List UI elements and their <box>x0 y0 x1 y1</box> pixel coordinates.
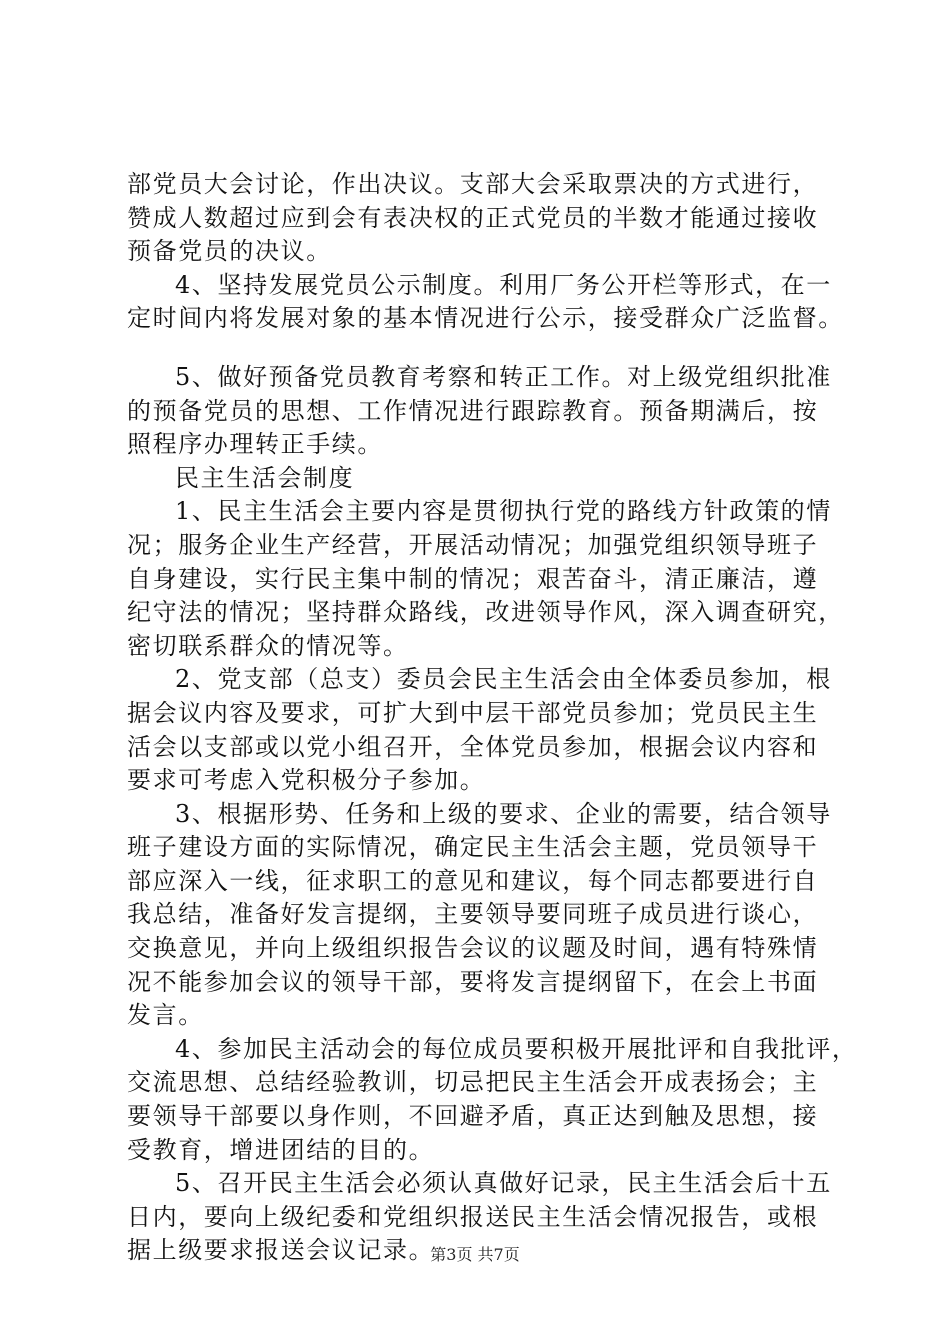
text-line: 受教育，增进团结的目的。 <box>127 1135 435 1164</box>
text-line: 赞成人数超过应到会有表决权的正式党员的半数才能通过接收 <box>127 203 819 232</box>
text-line: 照程序办理转正手续。 <box>127 430 383 459</box>
document-body <box>127 168 858 1268</box>
paragraph <box>127 798 839 1033</box>
paragraph <box>127 269 844 336</box>
text-line: 我总结，准备好发言提纲，主要领导要同班子成员进行谈心， <box>127 900 819 929</box>
text-line: 部应深入一线，征求职工的意见和建议，每个同志都要进行自 <box>127 866 819 895</box>
text-line: 密切联系群众的情况等。 <box>127 631 409 660</box>
paragraph <box>127 663 839 797</box>
text-line: 预备党员的决议。 <box>127 237 332 266</box>
text-line: 2、党支部（总支）委员会民主生活会由全体委员参加，根 <box>175 665 832 694</box>
text-line: 部党员大会讨论，作出决议。支部大会采取票决的方式进行， <box>127 170 819 198</box>
text-line: 据会议内容及要求，可扩大到中层干部党员参加；党员民主生 <box>127 698 819 727</box>
paragraph <box>127 168 839 269</box>
text-line: 自身建设，实行民主集中制的情况；艰苦奋斗，清正廉洁，遵 <box>127 564 819 593</box>
text-line: 5、召开民主生活会必须认真做好记录，民主生活会后十五 <box>175 1169 832 1198</box>
text-line: 1、民主生活会主要内容是贯彻执行党的路线方针政策的情 <box>175 497 832 526</box>
text-line: 活会以支部或以党小组召开，全体党员参加，根据会议内容和 <box>127 732 819 761</box>
heading-text: 民主生活会制度 <box>175 463 355 492</box>
section-heading <box>127 462 839 496</box>
paragraph-gap <box>127 336 839 361</box>
text-line: 况；服务企业生产经营，开展活动情况；加强党组织领导班子 <box>127 530 819 559</box>
text-line: 况不能参加会议的领导干部，要将发言提纲留下，在会上书面 <box>127 967 819 996</box>
text-line: 纪守法的情况；坚持群众路线，改进领导作风，深入调查研究， <box>127 598 844 627</box>
paragraph <box>127 361 839 462</box>
text-line: 5、做好预备党员教育考察和转正工作。对上级党组织批准 <box>175 362 832 391</box>
text-line: 定时间内将发展对象的基本情况进行公示，接受群众广泛监督。 <box>127 304 844 333</box>
text-line: 日内，要向上级纪委和党组织报送民主生活会情况报告，或根 <box>127 1202 819 1231</box>
text-line: 的预备党员的思想、工作情况进行跟踪教育。预备期满后，按 <box>127 396 819 425</box>
text-line: 班子建设方面的实际情况，确定民主生活会主题，党员领导干 <box>127 833 819 862</box>
text-line: 4、参加民主活动会的每位成员要积极开展批评和自我批评， <box>175 1034 858 1063</box>
text-line: 3、根据形势、任务和上级的要求、企业的需要，结合领导 <box>175 799 832 828</box>
paragraph <box>127 495 844 663</box>
text-line: 发言。 <box>127 1001 204 1030</box>
text-line: 4、坚持发展党员公示制度。利用厂务公开栏等形式，在一 <box>175 270 832 299</box>
page-number: 第3页 共7页 <box>430 1245 520 1264</box>
paragraph <box>127 1033 858 1167</box>
text-line: 据上级要求报送会议记录。 <box>127 1236 435 1265</box>
text-line: 交流思想、总结经验教训，切忌把民主生活会开成表扬会；主 <box>127 1068 819 1097</box>
text-line: 要求可考虑入党积极分子参加。 <box>127 766 486 795</box>
text-line: 交换意见，并向上级组织报告会议的议题及时间，遇有特殊情 <box>127 934 819 963</box>
page-footer <box>0 1244 950 1266</box>
text-line: 要领导干部要以身作则，不回避矛盾，真正达到触及思想，接 <box>127 1102 819 1131</box>
